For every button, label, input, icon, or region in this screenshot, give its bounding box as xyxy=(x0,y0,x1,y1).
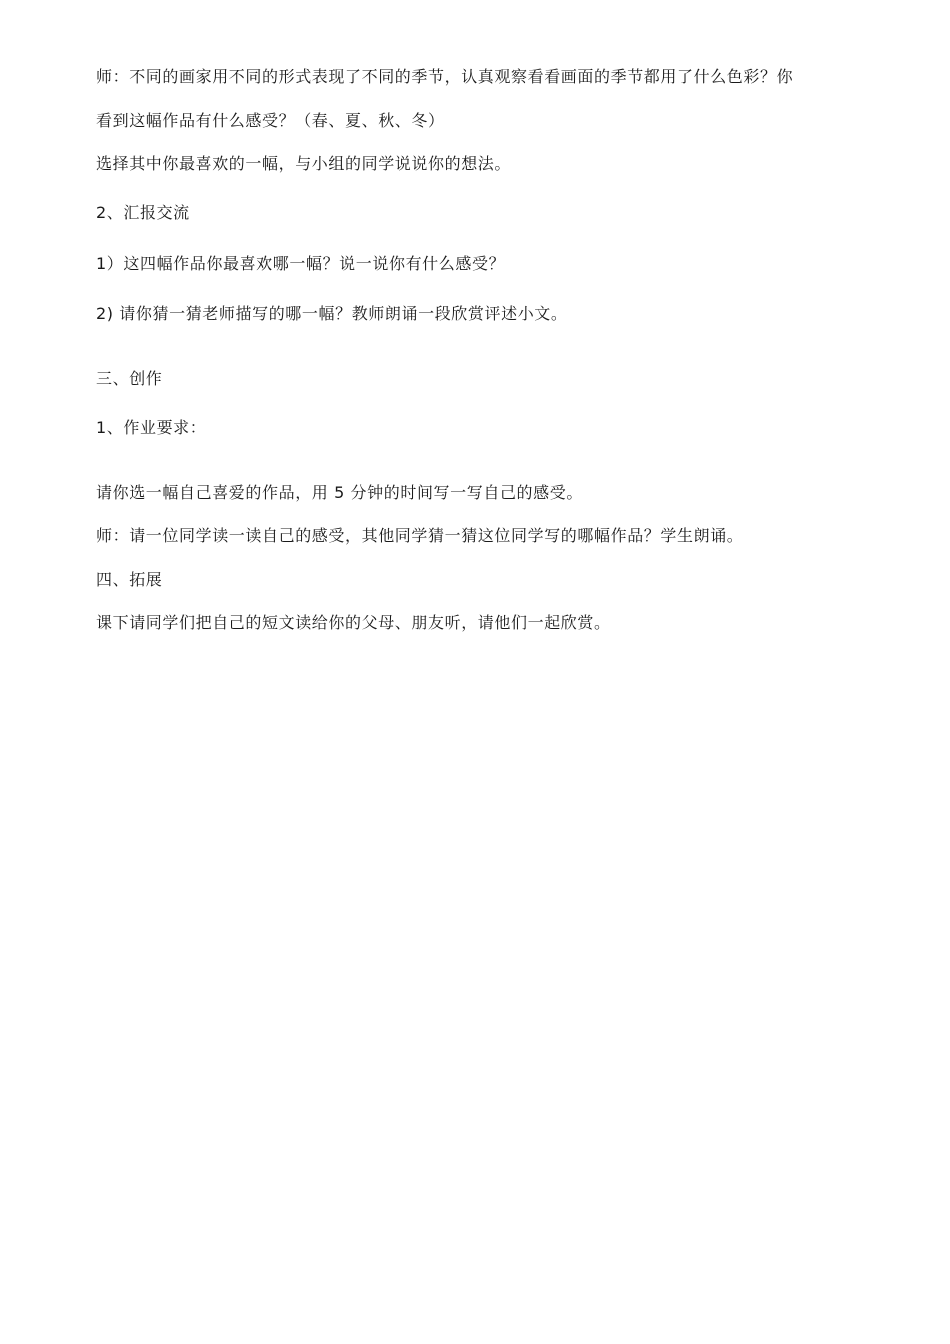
section-heading-create: 三、创作 xyxy=(96,369,163,388)
section-heading-extension: 四、拓展 xyxy=(96,570,163,589)
paragraph-teacher-question-line1: 师：不同的画家用不同的形式表现了不同的季节，认真观察看看画面的季节都用了什么色彩？你 xyxy=(96,67,794,86)
heading-report-exchange: 2、汇报交流 xyxy=(96,203,190,222)
paragraph-teacher-reading: 师：请一位同学读一读自己的感受，其他同学猜一猜这位同学写的哪幅作品？学生朗诵。 xyxy=(96,526,744,545)
paragraph-assignment: 请你选一幅自己喜爱的作品，用 5 分钟的时间写一写自己的感受。 xyxy=(96,483,583,502)
paragraph-choose-favorite: 选择其中你最喜欢的一幅，与小组的同学说说你的想法。 xyxy=(96,154,512,173)
list-item-2: 2) 请你猜一猜老师描写的哪一幅？教师朗诵一段欣赏评述小文。 xyxy=(96,304,568,323)
list-item-1: 1）这四幅作品你最喜欢哪一幅？说一说你有什么感受？ xyxy=(96,254,506,273)
paragraph-homework: 课下请同学们把自己的短文读给你的父母、朋友听，请他们一起欣赏。 xyxy=(96,613,611,632)
paragraph-teacher-question-line2: 看到这幅作品有什么感受？（春、夏、秋、冬） xyxy=(96,111,445,130)
heading-assignment-requirements: 1、作业要求： xyxy=(96,418,207,437)
